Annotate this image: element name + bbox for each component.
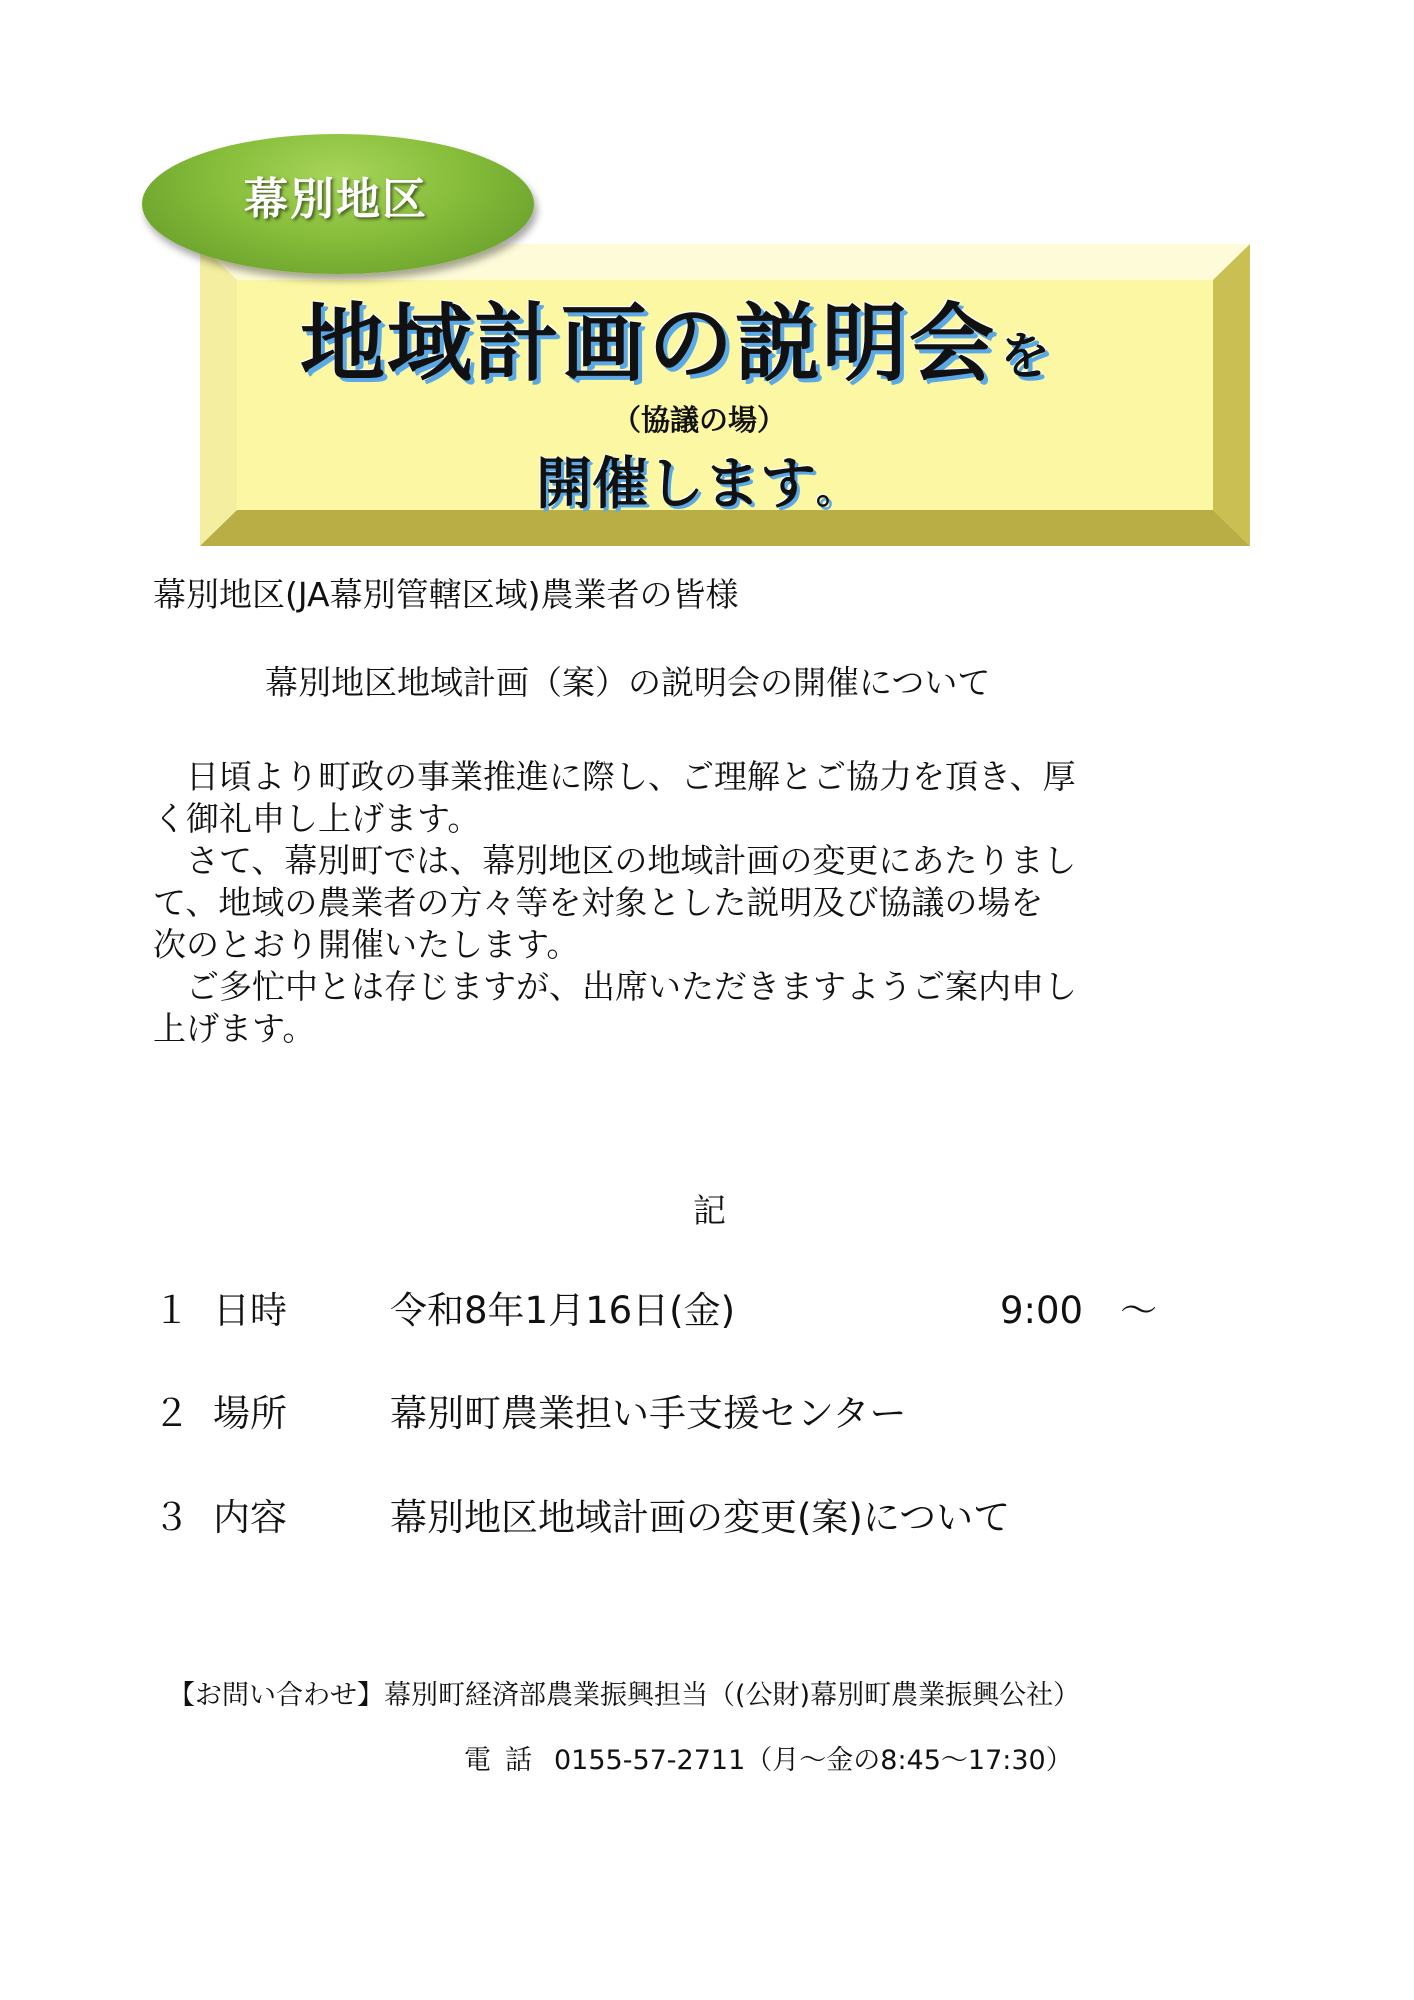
phone-number: 0155-57-2711（月～金の8:45～17:30） — [554, 1745, 1073, 1776]
banner-subtitle: （協議の場） — [612, 403, 787, 437]
phone-line — [464, 1738, 1073, 1777]
body-line: 上げます。 — [153, 1009, 316, 1048]
body-line: 次のとおり開催いたします。 — [153, 925, 580, 964]
item-number: ３ — [153, 1496, 190, 1539]
banner-title: 地域計画の説明会を — [300, 295, 1053, 394]
item-number: １ — [153, 1289, 190, 1332]
body-line: て、地域の農業者の方々等を対象とした説明及び協議の場を — [153, 883, 1044, 922]
item-time: 9:00 ～ — [1000, 1289, 1158, 1332]
district-badge — [142, 134, 534, 274]
item-value: 令和8年1月16日(金) — [390, 1289, 736, 1332]
ki-heading: 記 — [693, 1191, 726, 1230]
body-line: く御礼申し上げます。 — [153, 799, 481, 838]
item-label: 場所 — [213, 1392, 287, 1435]
subject-line: 幕別地区地域計画（案）の説明会の開催について — [265, 663, 991, 702]
district-badge-label: 幕別地区 — [244, 174, 428, 225]
contact-line: 【お問い合わせ】幕別町経済部農業振興担当（(公財)幕別町農業振興公社） — [168, 1680, 1081, 1711]
item-value: 幕別地区地域計画の変更(案)について — [390, 1496, 1011, 1539]
item-place — [0, 1383, 1414, 1433]
body-paragraph — [153, 756, 1077, 1050]
item-label: 内容 — [213, 1496, 287, 1539]
banner-closing: 開催します。 — [536, 452, 855, 517]
body-line: さて、幕別町では、幕別地区の地域計画の変更にあたりまし — [153, 841, 1077, 880]
item-datetime — [0, 1280, 1414, 1330]
body-line: ご多忙中とは存じますが、出席いただきますようご案内申し — [153, 967, 1077, 1006]
banner-closing-dot: 。 — [816, 468, 855, 512]
body-line: 日頃より町政の事業推進に際し、ご理解とご協力を頂き、厚 — [153, 757, 1076, 796]
item-content — [0, 1487, 1414, 1537]
phone-label: 電話 — [464, 1745, 546, 1776]
recipient-line: 幕別地区(JA幕別管轄区域)農業者の皆様 — [153, 575, 739, 614]
item-value: 幕別町農業担い手支援センター — [390, 1392, 907, 1435]
item-label: 日時 — [213, 1289, 287, 1332]
banner-title-particle: を — [1000, 327, 1053, 385]
item-number: ２ — [153, 1392, 190, 1435]
